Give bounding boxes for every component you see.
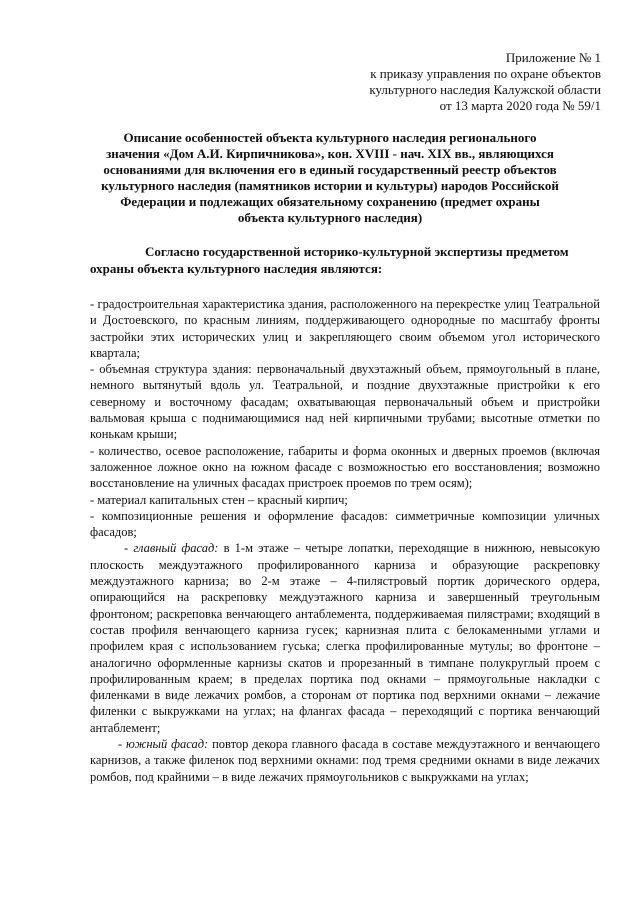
intro-statement xyxy=(90,243,610,277)
main-facade-text: в 1-м этаже – четыре лопатки, переходящие в нижнюю, невысокую плоскость междуэтажного профилированного карниза и образующие раскреповку междуэтажного карниза; во 2-м этаже – 4-пилястровый портик дорического ордера, опирающийся на раскреповку междуэтажного карниза и завершенный треугольным фронтоном; раскреповка венчающего антаблемента, поддерживаемая пилястрами; входящий в состав профиля венчающего карниза гусек; карнизная плита с белокаменными углами и профилем края с использованием гуська; слегка профилированные мутулы; во фронтоне – аналогично оформленные карнизы скатов и прорезанный в тимпане полукруглый проем с профилированным краем; в пределах портика под окнами – прямоугольные накладки с филенками в виде лежачих ромбов, а сторонам от портика под верхними окнами – лежачие филенки с выкружками на углах; на флангах фасада – переходящий с портика венчающий антаблемент; xyxy=(90,541,600,735)
protection-items xyxy=(90,296,600,785)
intro-line: охраны объекта культурного наследия являются: xyxy=(90,261,383,276)
item-urban-planning: - градостроительная характеристика здания, расположенного на перекрестке улиц Театральной и Достоевского, по красным линиям, поддерживающего однородные по масштабу фронты застройки этих исторических улиц и закрепляющего своим объемом угол исторического квартала; xyxy=(90,297,600,360)
annex-header xyxy=(301,50,601,114)
title-line: Описание особенностей объекта культурного наследия регионального xyxy=(123,130,537,145)
item-main-facade xyxy=(90,540,600,736)
south-facade-text: повтор декора главного фасада в составе междуэтажного и венчающего карнизов, а также филенок под верхними окнами: под тремя средними окнами в виде лежачих ромбов, под крайними – в виде лежачих прямоугольников с выкружками на углах; xyxy=(90,737,600,784)
title-line: культурного наследия (памятников истории и культуры) народов Российской xyxy=(101,178,559,193)
document-title xyxy=(80,130,580,226)
title-line: значения «Дом А.И. Кирпичникова», кон. XVIII - нач. XIX вв., являющихся xyxy=(106,146,554,161)
title-line: объекта культурного наследия) xyxy=(237,210,423,225)
annex-date: от 13 марта 2020 года № 59/1 xyxy=(439,98,601,113)
item-volume-structure: - объемная структура здания: первоначальный двухэтажный объем, прямоугольный в плане, немного вытянутый вдоль ул. Театральной, и поздние двухэтажные пристройки к его северному и восточному фасадам; охватывающая первоначальный объем и пристройки вальмовая крыша с поднимающимися над ней кирпичными трубами; высотные отметки по конькам крыши; xyxy=(90,362,600,442)
item-facade-composition: - композиционные решения и оформление фасадов: симметричные композиции уличных фасадов; xyxy=(90,508,600,540)
annex-authority: культурного наследия Калужской области xyxy=(369,82,601,97)
main-facade-label: - главный фасад: xyxy=(124,541,219,556)
title-line: Федерации и подлежащих обязательному сохранению (предмет охраны xyxy=(120,194,540,209)
title-line: основаниями для включения его в единый государственный реестр объектов xyxy=(103,162,557,177)
south-facade-label: - южный фасад: xyxy=(118,737,209,752)
annex-order-ref: к приказу управления по охране объектов xyxy=(370,66,601,81)
item-wall-material: - материал капитальных стен – красный кирпич; xyxy=(90,492,348,507)
annex-number: Приложение № 1 xyxy=(505,50,601,65)
item-south-facade xyxy=(90,736,600,785)
item-openings: - количество, осевое расположение, габариты и форма оконных и дверных проемов (включая заложенное ложное окно на южном фасаде с возможностью его восстановления; возможно восстановление на уличных фасадах пристроек проемов по трем осям); xyxy=(90,443,600,491)
intro-line: Согласно государственной историко-культурной экспертизы предметом xyxy=(145,244,569,259)
